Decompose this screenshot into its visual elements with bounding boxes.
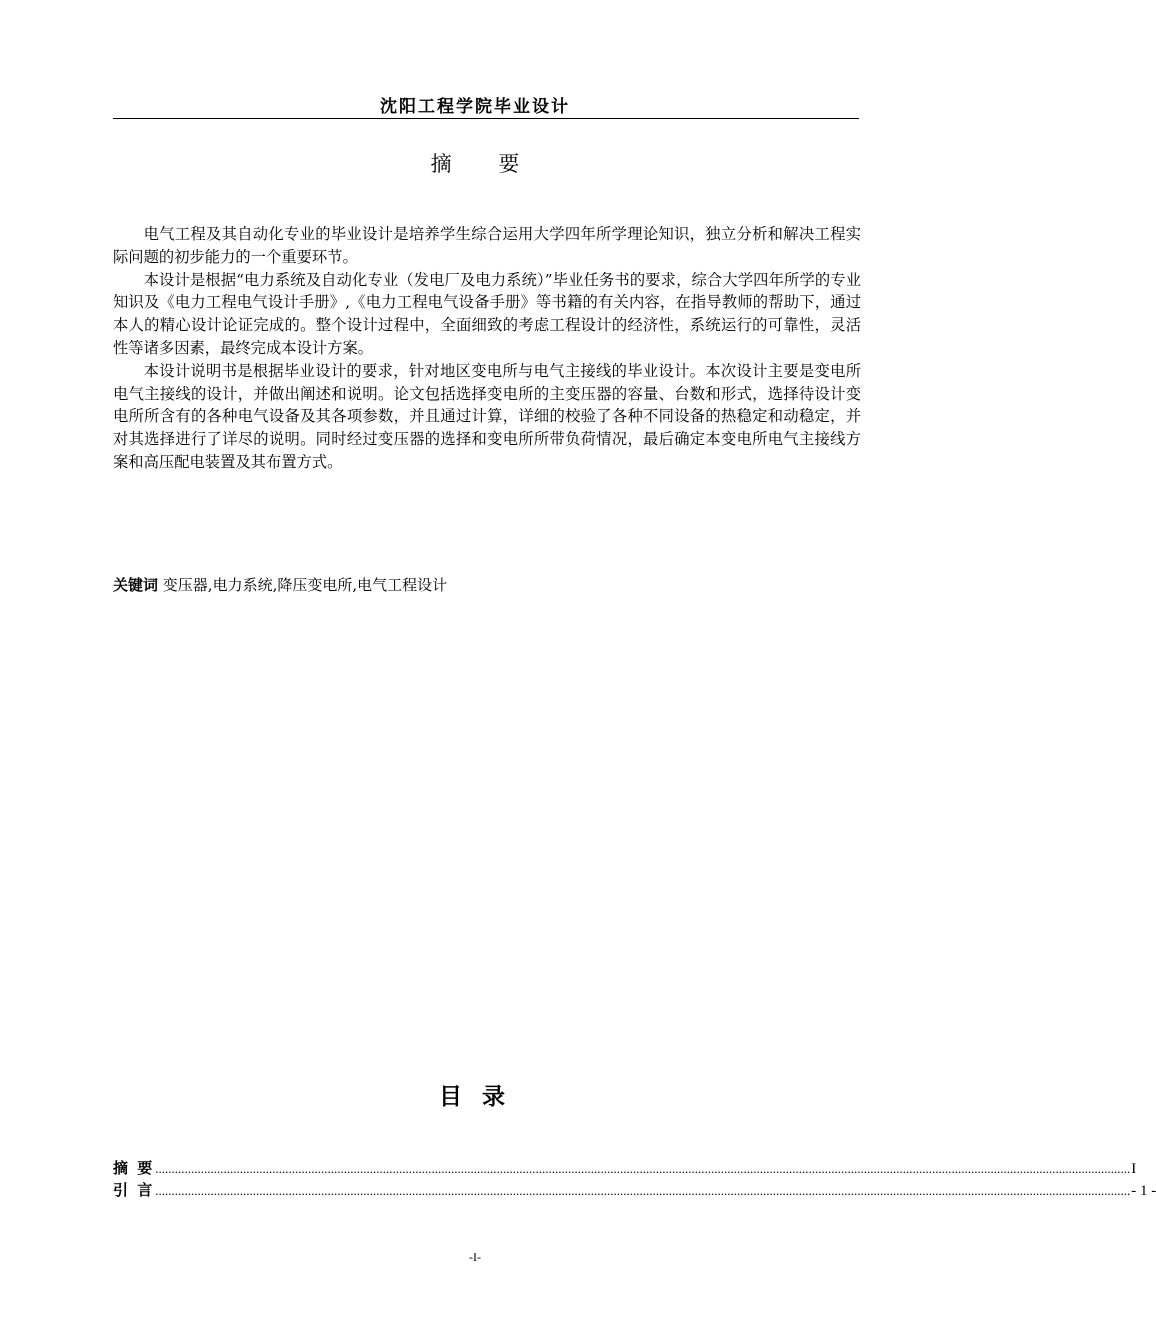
toc-entry-abstract[interactable] xyxy=(113,1157,1137,1179)
toc-entry-label: 摘 要 xyxy=(113,1159,155,1177)
abstract-body xyxy=(113,223,861,474)
keywords-line xyxy=(113,574,447,595)
abstract-paragraph-1: 电气工程及其自动化专业的毕业设计是培养学生综合运用大学四年所学理论知识，独立分析和解决工程实际问题的初步能力的一个重要环节。 xyxy=(113,225,861,266)
keywords-label: 关键词 xyxy=(113,576,159,594)
toc-entry-page: I xyxy=(1131,1161,1137,1177)
keywords-text: 变压器,电力系统,降压变电所,电气工程设计 xyxy=(162,576,448,594)
abstract-paragraph-3: 本设计说明书是根据毕业设计的要求，针对地区变电所与电气主接线的毕业设计。本次设计主要是变电所电气主接线的设计，并做出阐述和说明。论文包括选择变电所的主变压器的容量、台数和形式，选择待设计变电所所含有的各种电气设备及其各项参数，并且通过计算，详细的校验了各种不同设备的热稳定和动稳定，并对其选择进行了详尽的说明。同时经过变压器的选择和变电所所带负荷情况，最后确定本变电所电气主接线方案和高压配电装置及其布置方式。 xyxy=(113,361,861,471)
abstract-paragraph-2: 本设计是根据“电力系统及自动化专业（发电厂及电力系统）”毕业任务书的要求，综合大学四年所学的专业知识及《电力工程电气设计手册》,《电力工程电气设备手册》等书籍的有关内容，在指导教师的帮助下，通过本人的精心设计论证完成的。整个设计过程中，全面细致的考虑工程设计的经济性，系统运行的可靠性，灵活性等诸多因素，最终完成本设计方案。 xyxy=(113,270,861,357)
page-number: -I- xyxy=(469,1250,481,1264)
abstract-heading: 摘 要 xyxy=(430,152,540,176)
toc-entry-introduction[interactable] xyxy=(113,1179,1156,1201)
table-of-contents xyxy=(113,1157,1156,1201)
header-title: 沈阳工程学院毕业设计 xyxy=(380,97,570,117)
toc-leader-dots: ............................................................................................................................................................................................................................................................................................................ xyxy=(155,1161,1131,1176)
toc-entry-page: - 1 - xyxy=(1131,1183,1156,1199)
toc-heading: 目 录 xyxy=(438,1084,511,1110)
toc-leader-dots: ............................................................................................................................................................................................................................................................................................................ xyxy=(155,1183,1131,1198)
header-divider xyxy=(113,118,859,119)
toc-entry-label: 引 言 xyxy=(113,1181,155,1199)
